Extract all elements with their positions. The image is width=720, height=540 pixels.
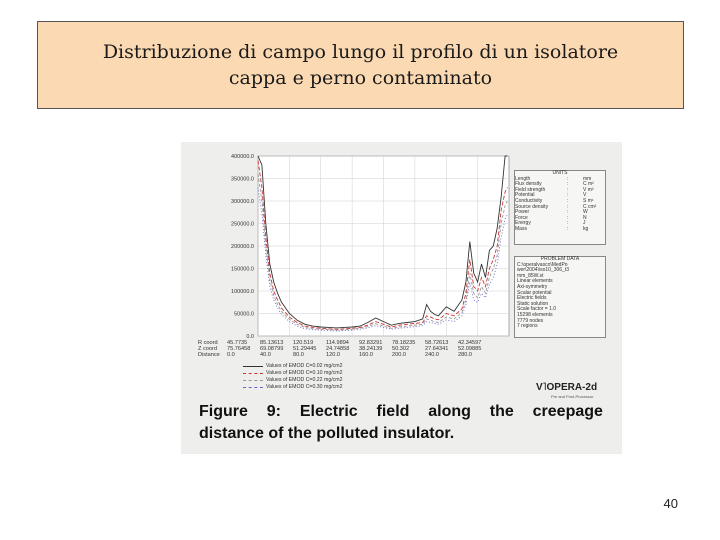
units-cell: : — [567, 175, 569, 182]
y-tick-label: 100000.0 — [231, 289, 254, 295]
units-header: UNITS — [552, 170, 568, 176]
problem-data-line: 7779 nodes — [517, 317, 544, 324]
coord-cell: 92.83291 — [359, 340, 383, 346]
opera-logo-subtitle: Pre and Post-Processor — [551, 394, 594, 399]
legend-label: Values of EMOD C=0.22 mg/cm2 — [266, 377, 343, 383]
y-tick-label: 350000.0 — [231, 176, 254, 183]
problem-data-header: PROBLEM DATA — [540, 256, 580, 262]
units-cell: V — [583, 192, 587, 199]
legend-swatch — [243, 387, 263, 388]
units-cell: : — [567, 209, 569, 216]
caption-line1 — [199, 401, 603, 423]
y-tick-label: 0.0 — [246, 334, 254, 340]
legend-swatch — [243, 373, 263, 374]
caption-word: Figure — [199, 403, 248, 420]
units-cell: mm — [583, 175, 592, 182]
units-cell: : — [567, 214, 569, 221]
problem-data-line: Scale factor = 1.0 — [517, 306, 557, 313]
problem-data-panel — [514, 256, 606, 338]
coord-cell: 114.9894 — [326, 340, 349, 346]
caption-line2: distance of the polluted insulator. — [199, 425, 455, 442]
units-cell: Potential — [515, 192, 535, 199]
problem-data-line: Electric fields — [517, 295, 547, 302]
coord-row-label: Z coord — [198, 346, 217, 353]
problem-data-line: Linear elements — [517, 278, 553, 285]
units-panel — [514, 170, 606, 245]
figure-caption — [199, 401, 603, 445]
coord-cell: 240.0 — [425, 352, 439, 359]
problem-data-line: 7 regions — [517, 323, 538, 330]
problem-data-line: Axi-symmetry — [517, 283, 548, 290]
chart-legend — [243, 363, 342, 391]
problem-data-line: wer\2004\iso10_306_t3 — [517, 267, 569, 274]
problem-data-line: C:\operalvasco\MedPo — [517, 261, 568, 268]
legend-label: Values of EMOD C=0.30 mg/cm2 — [266, 384, 343, 390]
slide-title-line2: cappa e perno contaminato — [228, 67, 493, 89]
y-tick-label: 400000.0 — [231, 154, 254, 160]
units-row — [515, 227, 605, 233]
units-cell: C cm² — [583, 203, 597, 210]
coord-cell: 280.0 — [458, 352, 472, 359]
units-cell: : — [567, 225, 569, 232]
coord-cell: 52.09885 — [458, 346, 482, 353]
page-number: 40 — [663, 496, 678, 511]
units-cell: : — [567, 203, 569, 210]
legend-item — [243, 370, 342, 377]
units-cell: Energy — [515, 220, 531, 227]
problem-data-line: mm_85W.st — [517, 272, 544, 279]
coord-cell: 200.0 — [392, 352, 406, 359]
units-cell: : — [567, 192, 569, 199]
coord-cell: 45.7735 — [227, 340, 248, 346]
units-cell: : — [567, 186, 569, 193]
legend-item — [243, 384, 342, 391]
units-cell: Flux density — [515, 181, 542, 188]
caption-word: field — [376, 403, 410, 420]
units-cell: J — [583, 220, 586, 227]
problem-data-line: Static solution — [517, 300, 549, 307]
legend-swatch — [243, 366, 263, 367]
figure-image — [181, 142, 622, 454]
units-cell: : — [567, 220, 569, 227]
y-tick-label: 200000.0 — [231, 244, 254, 250]
units-cell: Conductivity — [515, 197, 543, 204]
coord-cell: 120.519 — [293, 340, 314, 346]
coord-cell: 24.74858 — [326, 346, 350, 353]
units-cell: W — [583, 209, 588, 216]
legend-label: Values of EMOD C=0.02 mg/cm2 — [266, 363, 343, 369]
caption-word: along — [428, 403, 471, 420]
coord-cell: 58.72613 — [425, 340, 449, 346]
units-cell: C m² — [583, 181, 594, 188]
coordinate-table — [198, 340, 491, 359]
legend-item — [243, 363, 342, 370]
coord-cell: 51.29445 — [293, 346, 317, 353]
coord-cell: 69.08799 — [260, 346, 284, 353]
coord-cell: 38.24139 — [359, 346, 383, 353]
units-cell: Length — [515, 175, 531, 182]
units-cell: : — [567, 181, 569, 188]
units-cell: N — [583, 214, 587, 221]
y-tick-label: 250000.0 — [231, 221, 254, 228]
units-cell: Power — [515, 209, 530, 216]
coord-cell: 120.0 — [326, 352, 340, 359]
units-cell: Mass — [515, 225, 527, 232]
coord-cell: 160.0 — [359, 352, 373, 359]
coord-row-label: Distance — [198, 352, 220, 359]
coord-cell: 42.34597 — [458, 340, 482, 346]
opera-logo-text: OPERA-2d — [546, 382, 598, 393]
units-cell: V m² — [583, 186, 594, 193]
problem-data-line: Scalar potential — [517, 289, 552, 296]
opera-logo-mark: V˥ — [536, 382, 547, 393]
slide-title-box — [37, 21, 684, 109]
coord-cell: 78.18235 — [392, 340, 416, 346]
coord-cell: 0.0 — [227, 352, 235, 359]
units-cell: Field strength — [515, 186, 546, 193]
y-tick-label: 300000.0 — [231, 199, 254, 205]
y-tick-label: 50000.0 — [234, 311, 254, 318]
legend-swatch — [243, 380, 263, 381]
caption-word: 9: — [266, 403, 281, 420]
caption-word: Electric — [299, 403, 358, 420]
coord-cell: 50.302 — [392, 346, 410, 353]
units-cell: : — [567, 197, 569, 204]
units-cell: Source density — [515, 203, 549, 210]
units-cell: Force — [515, 214, 528, 221]
problem-data-line: 15298 elements — [517, 311, 553, 318]
slide-title-line1: Distribuzione di campo lungo il profilo di un isolatore — [102, 41, 619, 63]
coord-cell: 75.76458 — [227, 346, 251, 353]
opera-logo — [536, 382, 597, 393]
legend-label: Values of EMOD C=0.10 mg/cm2 — [266, 370, 343, 376]
coord-cell: 80.0 — [293, 352, 304, 359]
y-tick-label: 150000.0 — [231, 266, 254, 273]
coord-cell: 40.0 — [260, 352, 271, 359]
units-cell: S m¹ — [583, 197, 594, 204]
coord-row — [198, 352, 491, 358]
legend-item — [243, 377, 342, 384]
coord-cell: 27.64341 — [425, 346, 449, 353]
caption-word: the — [489, 403, 514, 420]
coord-row-label: R coord — [198, 340, 218, 346]
units-cell: kg — [583, 225, 589, 232]
caption-word: creepage — [532, 403, 603, 420]
coord-cell: 85.13613 — [260, 340, 284, 346]
